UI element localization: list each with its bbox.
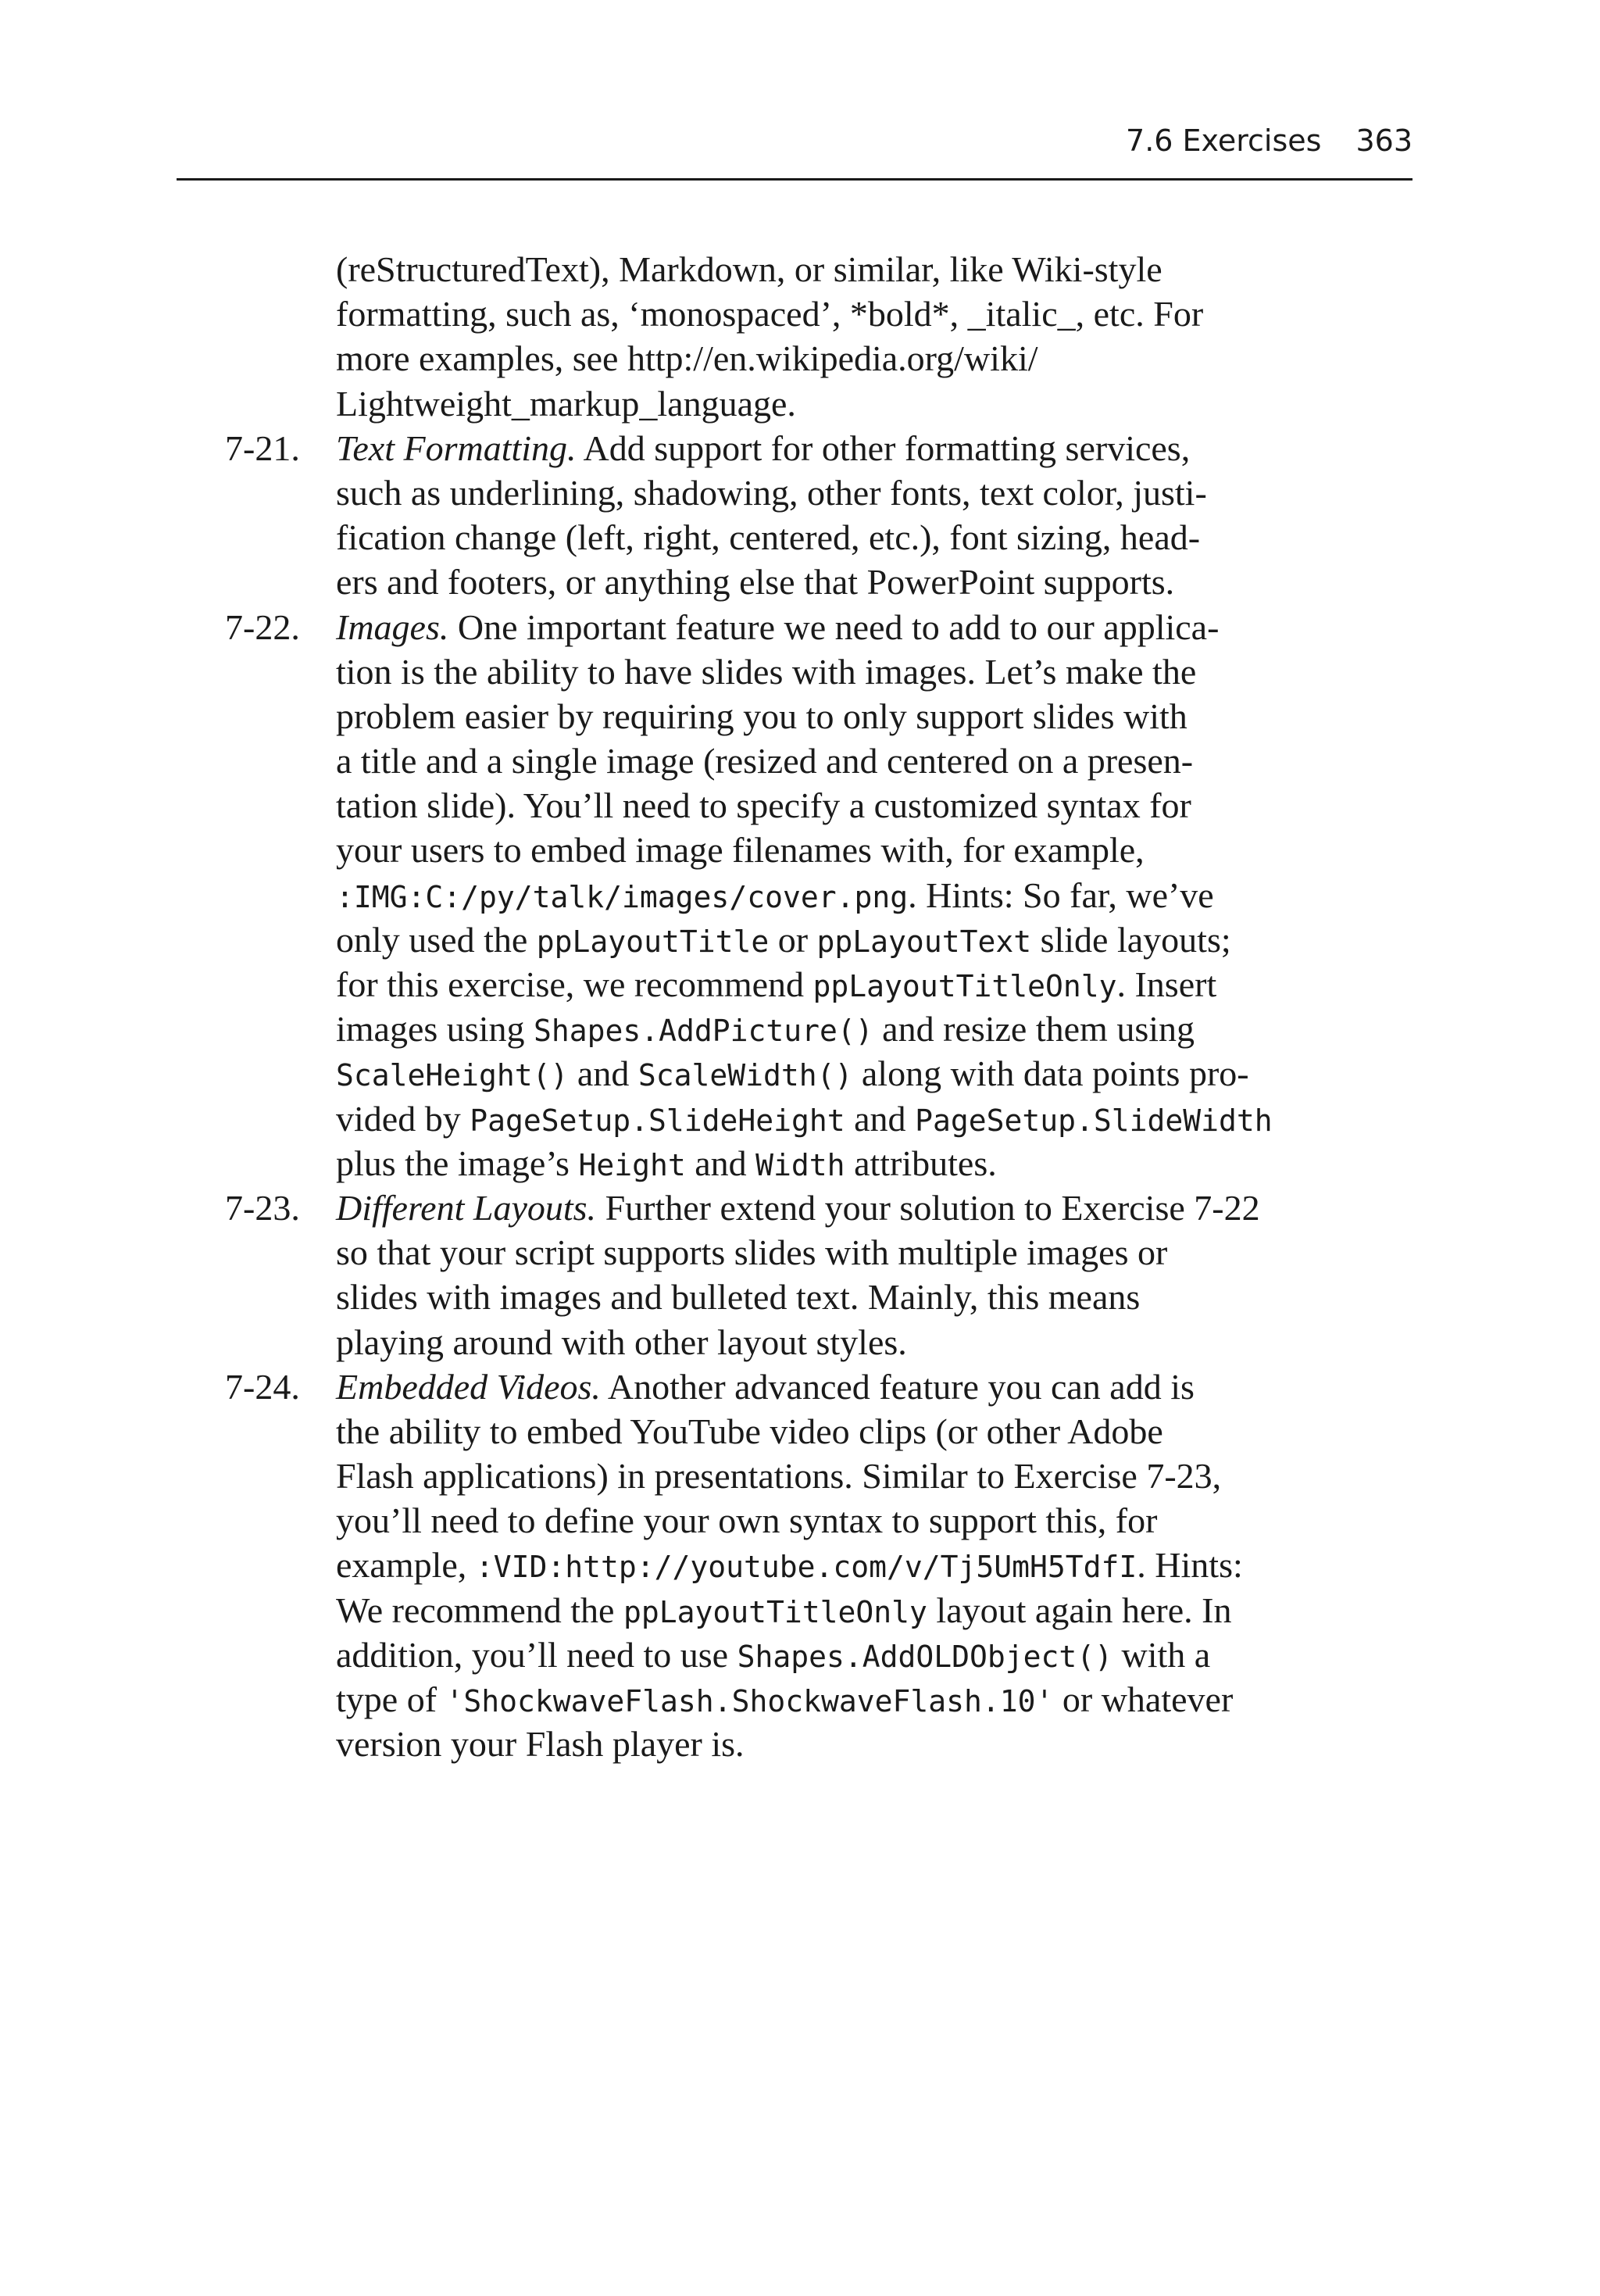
text-line: version your Flash player is.	[336, 1724, 745, 1765]
text-line: We recommend the ppLayoutTitleOnly layout again here. In	[336, 1590, 1232, 1630]
code-snippet: Shapes.AddOLDObject()	[737, 1639, 1113, 1674]
text-line: tion is the ability to have slides with images. Let’s make the	[336, 651, 1197, 692]
text-line: your users to embed image filenames with, for example,	[336, 830, 1145, 871]
code-snippet: Height	[578, 1147, 686, 1182]
text-line: (reStructuredText), Markdown, or similar, like Wiki-style	[336, 249, 1162, 289]
text-line: you’ll need to define your own syntax to support this, for	[336, 1500, 1158, 1541]
exercise-7-23	[225, 1186, 1397, 1364]
text-line: fication change (left, right, centered, etc.), font sizing, head-	[336, 517, 1201, 558]
text-line: so that your script supports slides with multiple images or	[336, 1232, 1168, 1273]
exercise-title: Text Formatting.	[336, 427, 577, 468]
text-line: Flash applications) in presentations. Similar to Exercise 7-23,	[336, 1456, 1222, 1497]
text-line: formatting, such as, ‘monospaced’, *bold*, _italic_, etc. For	[336, 294, 1204, 334]
exercise-title: Different Layouts.	[336, 1187, 597, 1228]
code-snippet: 'ShockwaveFlash.ShockwaveFlash.10'	[445, 1684, 1054, 1718]
text-line: such as underlining, shadowing, other fonts, text color, justi-	[336, 472, 1207, 513]
exercise-list	[225, 247, 1397, 1766]
exercise-title: Embedded Videos.	[336, 1366, 601, 1407]
code-snippet: PageSetup.SlideWidth	[915, 1103, 1273, 1138]
exercise-number: 7-24.	[225, 1366, 300, 1407]
running-head	[1126, 123, 1412, 158]
code-snippet: :VID:http://youtube.com/v/Tj5UmH5TdfI	[475, 1550, 1138, 1585]
text-line: a title and a single image (resized and centered on a presen-	[336, 741, 1194, 781]
text-line: playing around with other layout styles.	[336, 1321, 907, 1362]
text-line: 7-24. Embedded Videos. Another advanced feature you can add is	[225, 1364, 1397, 1409]
text-line: 7-22. Images. One important feature we need to add to our applica-	[225, 605, 1397, 649]
text-line: vided by PageSetup.SlideHeight and PageSetup.SlideWidth	[336, 1098, 1273, 1139]
text-line: problem easier by requiring you to only support slides with	[336, 696, 1188, 736]
text-line: slides with images and bulleted text. Mainly, this means	[336, 1277, 1141, 1318]
text-line: Lightweight_markup_language.	[336, 383, 796, 424]
exercise-number: 7-23.	[225, 1187, 300, 1228]
exercise-number: 7-21.	[225, 427, 300, 468]
code-snippet: ppLayoutTitleOnly	[812, 969, 1117, 1003]
code-snippet: ScaleWidth()	[638, 1058, 853, 1093]
text-line: more examples, see http://en.wikipedia.org/wiki/	[336, 338, 1038, 379]
code-snippet: ScaleHeight()	[336, 1058, 569, 1093]
text-line: ScaleHeight() and ScaleWidth() along with data points pro-	[336, 1053, 1249, 1094]
text-line: plus the image’s Height and Width attributes.	[336, 1143, 997, 1183]
text-line: ers and footers, or anything else that PowerPoint supports.	[336, 562, 1175, 603]
text-line: type of 'ShockwaveFlash.ShockwaveFlash.10' or whatever	[336, 1679, 1234, 1719]
code-snippet: Shapes.AddPicture()	[533, 1014, 873, 1049]
text-line: for this exercise, we recommend ppLayoutTitleOnly. Insert	[336, 964, 1217, 1004]
exercise-7-22	[225, 605, 1397, 1186]
exercise-7-24	[225, 1364, 1397, 1767]
text-line: images using Shapes.AddPicture() and resize them using	[336, 1009, 1195, 1050]
exercise-7-21	[225, 426, 1397, 605]
text-line: example, :VID:http://youtube.com/v/Tj5UmH5TdfI. Hints:	[336, 1545, 1243, 1586]
text-line: 7-23. Different Layouts. Further extend your solution to Exercise 7-22	[225, 1186, 1397, 1230]
code-snippet: ppLayoutTitle	[536, 924, 770, 959]
text-line: only used the ppLayoutTitle or ppLayoutText slide layouts;	[336, 919, 1231, 960]
text-line: 7-21. Text Formatting. Add support for other formatting services,	[225, 426, 1397, 470]
code-snippet: PageSetup.SlideHeight	[470, 1103, 845, 1138]
text-line: the ability to embed YouTube video clips (or other Adobe	[336, 1411, 1163, 1451]
code-snippet: :IMG:C:/py/talk/images/cover.png	[336, 879, 909, 914]
code-snippet: ppLayoutTitleOnly	[623, 1594, 927, 1629]
section-title: 7.6 Exercises	[1126, 123, 1322, 158]
text-line: tation slide). You’ll need to specify a customized syntax for	[336, 785, 1191, 826]
code-snippet: Width	[755, 1147, 845, 1182]
page-number: 363	[1355, 123, 1412, 158]
exercise-number: 7-22.	[225, 606, 300, 647]
header-rule	[177, 178, 1412, 181]
code-snippet: ppLayoutText	[816, 924, 1032, 959]
text-line: :IMG:C:/py/talk/images/cover.png. Hints: So far, we’ve	[336, 874, 1214, 915]
text-line: addition, you’ll need to use Shapes.AddOLDObject() with a	[336, 1634, 1211, 1675]
exercise-title: Images.	[336, 606, 449, 647]
